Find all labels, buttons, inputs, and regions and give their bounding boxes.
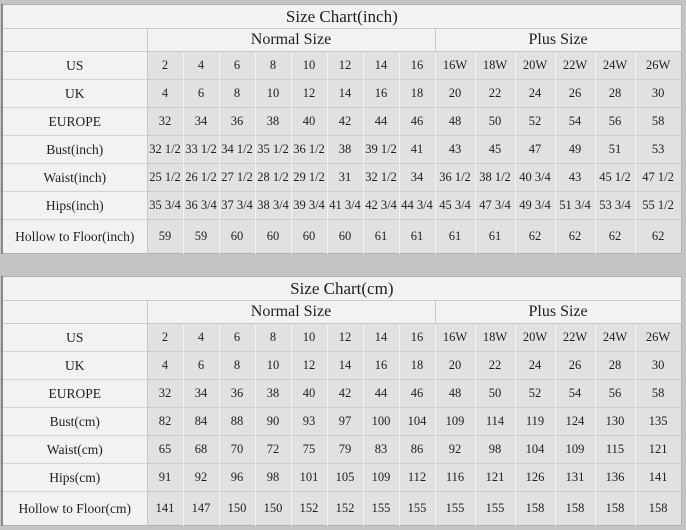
size-value-cell: 155 (399, 492, 435, 526)
size-value-cell: 119 (515, 408, 555, 436)
row-label: Hollow to Floor(cm) (2, 492, 147, 526)
size-value-cell: 42 3/4 (363, 192, 399, 220)
size-value-cell: 60 (219, 220, 255, 254)
size-value-cell: 38 (327, 136, 363, 164)
row-label: EUROPE (2, 380, 147, 408)
size-value-cell: 60 (327, 220, 363, 254)
size-value-cell: 61 (475, 220, 515, 254)
table-row (2, 192, 681, 220)
table-row (2, 220, 681, 254)
size-value-cell: 24W (595, 52, 635, 80)
row-label: Bust(cm) (2, 408, 147, 436)
size-value-cell: 38 (255, 380, 291, 408)
size-value-cell: 53 (635, 136, 681, 164)
size-value-cell: 35 1/2 (255, 136, 291, 164)
size-value-cell: 62 (595, 220, 635, 254)
size-value-cell: 92 (435, 436, 475, 464)
size-value-cell: 90 (255, 408, 291, 436)
size-value-cell: 109 (435, 408, 475, 436)
size-value-cell: 12 (291, 80, 327, 108)
row-label: UK (2, 80, 147, 108)
table-title-row (2, 5, 681, 29)
size-value-cell: 65 (147, 436, 183, 464)
table-row (2, 464, 681, 492)
size-value-cell: 18W (475, 52, 515, 80)
size-value-cell: 51 3/4 (555, 192, 595, 220)
size-value-cell: 104 (515, 436, 555, 464)
size-value-cell: 22 (475, 352, 515, 380)
size-value-cell: 48 (435, 380, 475, 408)
size-value-cell: 152 (327, 492, 363, 526)
size-value-cell: 62 (635, 220, 681, 254)
size-value-cell: 105 (327, 464, 363, 492)
normal-size-header: Normal Size (147, 29, 435, 52)
size-value-cell: 136 (595, 464, 635, 492)
size-value-cell: 26W (635, 324, 681, 352)
size-value-cell: 45 1/2 (595, 164, 635, 192)
size-value-cell: 59 (183, 220, 219, 254)
row-label: Bust(inch) (2, 136, 147, 164)
size-value-cell: 8 (255, 52, 291, 80)
size-value-cell: 82 (147, 408, 183, 436)
size-value-cell: 34 (183, 108, 219, 136)
size-value-cell: 14 (363, 52, 399, 80)
size-value-cell: 115 (595, 436, 635, 464)
size-value-cell: 10 (291, 52, 327, 80)
size-value-cell: 16 (399, 52, 435, 80)
size-value-cell: 61 (435, 220, 475, 254)
row-label: US (2, 324, 147, 352)
size-value-cell: 42 (327, 108, 363, 136)
size-value-cell: 26 1/2 (183, 164, 219, 192)
size-value-cell: 47 1/2 (635, 164, 681, 192)
table-row (2, 324, 681, 352)
size-value-cell: 61 (399, 220, 435, 254)
row-label: EUROPE (2, 108, 147, 136)
size-value-cell: 34 (399, 164, 435, 192)
table-row (2, 380, 681, 408)
plus-size-header: Plus Size (435, 29, 681, 52)
size-value-cell: 158 (555, 492, 595, 526)
size-value-cell: 30 (635, 80, 681, 108)
size-value-cell: 61 (363, 220, 399, 254)
size-value-cell: 10 (291, 324, 327, 352)
size-value-cell: 32 1/2 (363, 164, 399, 192)
size-value-cell: 14 (363, 324, 399, 352)
size-value-cell: 60 (291, 220, 327, 254)
plus-size-header: Plus Size (435, 301, 681, 324)
size-value-cell: 41 3/4 (327, 192, 363, 220)
size-value-cell: 155 (435, 492, 475, 526)
size-value-cell: 40 3/4 (515, 164, 555, 192)
size-value-cell: 12 (291, 352, 327, 380)
size-value-cell: 44 3/4 (399, 192, 435, 220)
size-value-cell: 52 (515, 380, 555, 408)
size-value-cell: 16 (399, 324, 435, 352)
size-value-cell: 8 (219, 352, 255, 380)
size-value-cell: 6 (219, 324, 255, 352)
size-value-cell: 20 (435, 352, 475, 380)
size-value-cell: 121 (475, 464, 515, 492)
table-row (2, 436, 681, 464)
size-value-cell: 155 (475, 492, 515, 526)
size-value-cell: 14 (327, 80, 363, 108)
size-value-cell: 83 (363, 436, 399, 464)
size-value-cell: 70 (219, 436, 255, 464)
size-value-cell: 24W (595, 324, 635, 352)
table-row (2, 164, 681, 192)
size-value-cell: 135 (635, 408, 681, 436)
size-value-cell: 38 3/4 (255, 192, 291, 220)
size-value-cell: 35 3/4 (147, 192, 183, 220)
size-value-cell: 26W (635, 52, 681, 80)
normal-size-header: Normal Size (147, 301, 435, 324)
size-value-cell: 88 (219, 408, 255, 436)
size-value-cell: 28 (595, 352, 635, 380)
size-value-cell: 12 (327, 52, 363, 80)
size-value-cell: 98 (255, 464, 291, 492)
size-value-cell: 28 (595, 80, 635, 108)
table-row (2, 408, 681, 436)
size-value-cell: 4 (183, 324, 219, 352)
size-value-cell: 109 (555, 436, 595, 464)
size-chart-table-inch (1, 4, 682, 254)
size-value-cell: 43 (555, 164, 595, 192)
size-value-cell: 104 (399, 408, 435, 436)
size-value-cell: 18 (399, 80, 435, 108)
size-value-cell: 24 (515, 352, 555, 380)
size-value-cell: 116 (435, 464, 475, 492)
size-value-cell: 31 (327, 164, 363, 192)
size-value-cell: 46 (399, 108, 435, 136)
size-value-cell: 4 (147, 352, 183, 380)
size-value-cell: 20W (515, 324, 555, 352)
size-value-cell: 34 1/2 (219, 136, 255, 164)
size-value-cell: 32 1/2 (147, 136, 183, 164)
size-value-cell: 55 1/2 (635, 192, 681, 220)
size-value-cell: 98 (475, 436, 515, 464)
size-value-cell: 6 (219, 52, 255, 80)
size-value-cell: 29 1/2 (291, 164, 327, 192)
size-value-cell: 58 (635, 108, 681, 136)
size-value-cell: 54 (555, 380, 595, 408)
size-value-cell: 101 (291, 464, 327, 492)
size-value-cell: 18 (399, 352, 435, 380)
size-value-cell: 33 1/2 (183, 136, 219, 164)
size-value-cell: 141 (147, 492, 183, 526)
group-header-spacer (2, 301, 147, 324)
size-value-cell: 72 (255, 436, 291, 464)
size-value-cell: 27 1/2 (219, 164, 255, 192)
size-value-cell: 49 3/4 (515, 192, 555, 220)
size-value-cell: 86 (399, 436, 435, 464)
size-value-cell: 34 (183, 380, 219, 408)
size-value-cell: 8 (255, 324, 291, 352)
size-value-cell: 14 (327, 352, 363, 380)
size-value-cell: 24 (515, 80, 555, 108)
size-value-cell: 16W (435, 52, 475, 80)
size-value-cell: 158 (515, 492, 555, 526)
size-value-cell: 44 (363, 108, 399, 136)
group-header-row (2, 29, 681, 52)
size-value-cell: 10 (255, 80, 291, 108)
size-value-cell: 20 (435, 80, 475, 108)
size-value-cell: 62 (515, 220, 555, 254)
size-value-cell: 84 (183, 408, 219, 436)
size-value-cell: 40 (291, 380, 327, 408)
row-label: Hollow to Floor(inch) (2, 220, 147, 254)
size-value-cell: 150 (255, 492, 291, 526)
table-row (2, 52, 681, 80)
size-value-cell: 52 (515, 108, 555, 136)
size-value-cell: 68 (183, 436, 219, 464)
size-value-cell: 53 3/4 (595, 192, 635, 220)
size-value-cell: 36 1/2 (291, 136, 327, 164)
size-value-cell: 60 (255, 220, 291, 254)
size-charts (1, 4, 683, 526)
size-value-cell: 39 3/4 (291, 192, 327, 220)
table-row (2, 108, 681, 136)
size-value-cell: 36 3/4 (183, 192, 219, 220)
size-value-cell: 45 3/4 (435, 192, 475, 220)
size-value-cell: 37 3/4 (219, 192, 255, 220)
table-title: Size Chart(cm) (2, 277, 681, 301)
table-row (2, 352, 681, 380)
size-value-cell: 6 (183, 352, 219, 380)
size-value-cell: 158 (595, 492, 635, 526)
size-value-cell: 22W (555, 52, 595, 80)
size-value-cell: 4 (147, 80, 183, 108)
size-value-cell: 8 (219, 80, 255, 108)
size-value-cell: 112 (399, 464, 435, 492)
size-value-cell: 44 (363, 380, 399, 408)
size-value-cell: 18W (475, 324, 515, 352)
size-value-cell: 26 (555, 80, 595, 108)
row-label: US (2, 52, 147, 80)
size-value-cell: 130 (595, 408, 635, 436)
table-title-row (2, 277, 681, 301)
size-value-cell: 49 (555, 136, 595, 164)
row-label: Hips(cm) (2, 464, 147, 492)
size-value-cell: 100 (363, 408, 399, 436)
size-value-cell: 28 1/2 (255, 164, 291, 192)
size-value-cell: 54 (555, 108, 595, 136)
size-value-cell: 46 (399, 380, 435, 408)
size-value-cell: 62 (555, 220, 595, 254)
size-value-cell: 114 (475, 408, 515, 436)
size-value-cell: 152 (291, 492, 327, 526)
size-value-cell: 30 (635, 352, 681, 380)
size-value-cell: 16 (363, 352, 399, 380)
size-value-cell: 51 (595, 136, 635, 164)
size-value-cell: 6 (183, 80, 219, 108)
size-value-cell: 56 (595, 108, 635, 136)
row-label: Hips(inch) (2, 192, 147, 220)
size-value-cell: 150 (219, 492, 255, 526)
table-title: Size Chart(inch) (2, 5, 681, 29)
size-value-cell: 16 (363, 80, 399, 108)
size-value-cell: 22W (555, 324, 595, 352)
size-value-cell: 56 (595, 380, 635, 408)
size-value-cell: 2 (147, 52, 183, 80)
table-row (2, 492, 681, 526)
size-value-cell: 32 (147, 108, 183, 136)
size-value-cell: 4 (183, 52, 219, 80)
size-value-cell: 36 (219, 108, 255, 136)
size-value-cell: 40 (291, 108, 327, 136)
size-value-cell: 92 (183, 464, 219, 492)
size-value-cell: 48 (435, 108, 475, 136)
size-chart-table-cm (1, 276, 682, 526)
size-value-cell: 121 (635, 436, 681, 464)
size-value-cell: 39 1/2 (363, 136, 399, 164)
size-value-cell: 43 (435, 136, 475, 164)
size-value-cell: 79 (327, 436, 363, 464)
size-value-cell: 45 (475, 136, 515, 164)
size-value-cell: 75 (291, 436, 327, 464)
size-value-cell: 50 (475, 108, 515, 136)
group-header-row (2, 301, 681, 324)
size-value-cell: 41 (399, 136, 435, 164)
size-value-cell: 16W (435, 324, 475, 352)
size-value-cell: 36 1/2 (435, 164, 475, 192)
group-header-spacer (2, 29, 147, 52)
size-value-cell: 10 (255, 352, 291, 380)
size-value-cell: 96 (219, 464, 255, 492)
size-value-cell: 59 (147, 220, 183, 254)
size-value-cell: 38 1/2 (475, 164, 515, 192)
size-value-cell: 97 (327, 408, 363, 436)
size-value-cell: 158 (635, 492, 681, 526)
size-value-cell: 155 (363, 492, 399, 526)
size-value-cell: 20W (515, 52, 555, 80)
size-value-cell: 26 (555, 352, 595, 380)
size-value-cell: 47 3/4 (475, 192, 515, 220)
size-value-cell: 32 (147, 380, 183, 408)
size-value-cell: 50 (475, 380, 515, 408)
size-value-cell: 141 (635, 464, 681, 492)
size-value-cell: 131 (555, 464, 595, 492)
size-value-cell: 42 (327, 380, 363, 408)
size-value-cell: 47 (515, 136, 555, 164)
size-value-cell: 2 (147, 324, 183, 352)
size-value-cell: 124 (555, 408, 595, 436)
size-value-cell: 91 (147, 464, 183, 492)
size-value-cell: 126 (515, 464, 555, 492)
size-value-cell: 22 (475, 80, 515, 108)
size-value-cell: 93 (291, 408, 327, 436)
size-value-cell: 38 (255, 108, 291, 136)
row-label: Waist(inch) (2, 164, 147, 192)
table-row (2, 80, 681, 108)
size-value-cell: 58 (635, 380, 681, 408)
row-label: Waist(cm) (2, 436, 147, 464)
table-row (2, 136, 681, 164)
size-value-cell: 36 (219, 380, 255, 408)
size-value-cell: 12 (327, 324, 363, 352)
size-value-cell: 147 (183, 492, 219, 526)
size-value-cell: 25 1/2 (147, 164, 183, 192)
size-value-cell: 109 (363, 464, 399, 492)
row-label: UK (2, 352, 147, 380)
